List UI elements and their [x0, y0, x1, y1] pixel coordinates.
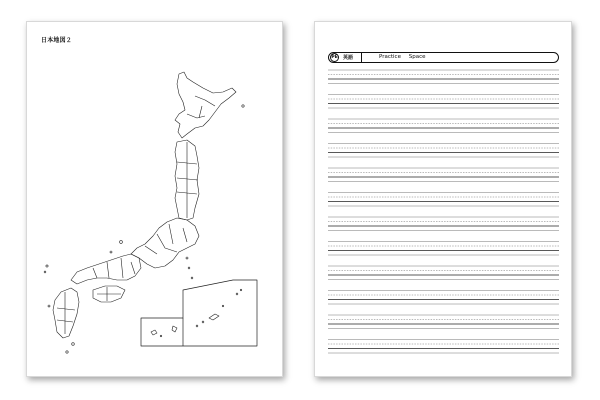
- handwriting-lines: [315, 22, 571, 376]
- subject-label: 英語: [343, 55, 354, 61]
- hokkaido-outline: [175, 72, 236, 138]
- western-honshu-outline: [71, 254, 141, 284]
- map-sheet: [26, 21, 283, 377]
- okinawa-inset-frame: [141, 280, 257, 346]
- central-honshu-outline: [131, 218, 199, 268]
- practice-title: Practice Space: [379, 54, 426, 60]
- practice-sheet: [314, 21, 572, 377]
- kyushu-outline: [53, 288, 79, 338]
- map-title: 日本地図２: [41, 37, 73, 44]
- japan-map-outline: [27, 22, 282, 376]
- subject-badge: PE: [331, 55, 338, 60]
